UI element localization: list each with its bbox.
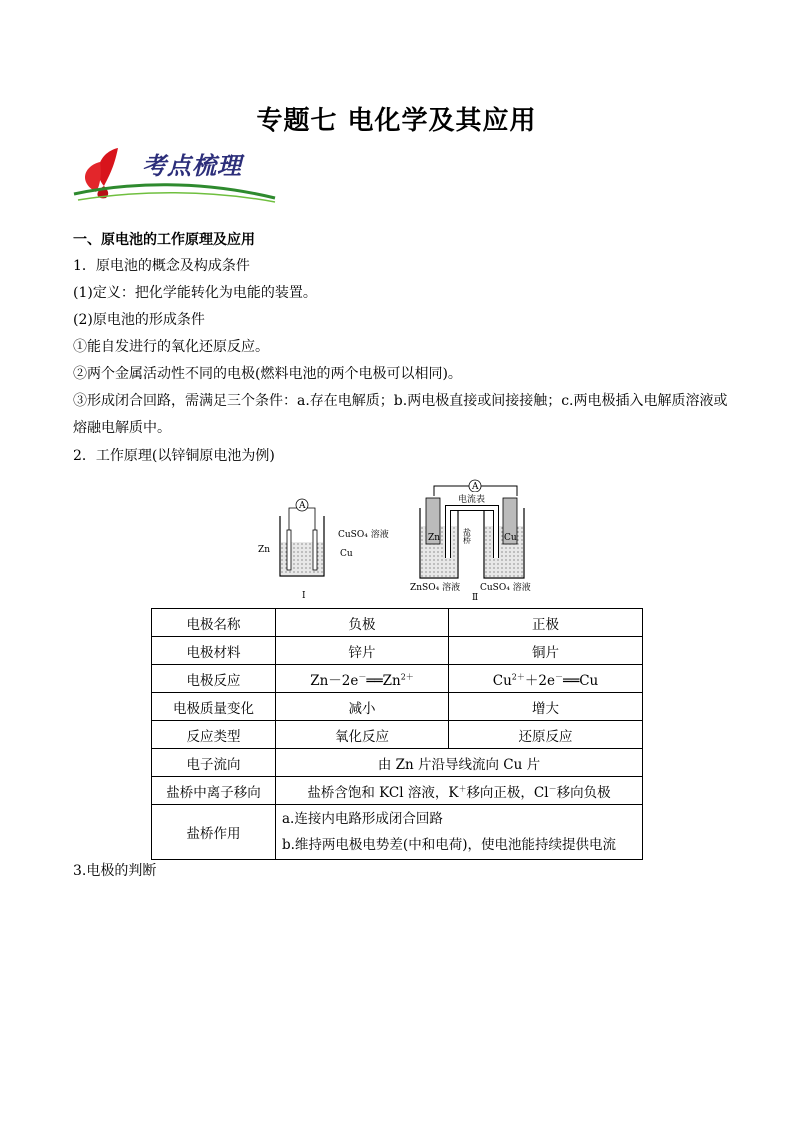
- table-cell: 锌片: [276, 637, 449, 665]
- table-cell: 盐桥作用: [152, 805, 276, 860]
- table-cell: 增大: [449, 693, 643, 721]
- table-cell-function: [276, 805, 643, 860]
- paragraph: 熔融电解质中。: [73, 420, 171, 436]
- table-cell-equation: [449, 665, 643, 693]
- table-row: [152, 665, 643, 693]
- table-row: [152, 805, 643, 860]
- ion-sup: －: [548, 784, 557, 793]
- table-cell: 电极名称: [152, 609, 276, 637]
- paragraph: (1)定义：把化学能转化为电能的装置。: [73, 285, 317, 301]
- table-cell-ions: [276, 777, 643, 805]
- table-cell: 还原反应: [449, 721, 643, 749]
- eq-sup: －: [358, 672, 367, 681]
- table-cell: 电子流向: [152, 749, 276, 777]
- banner-title: 考点梳理: [142, 152, 242, 180]
- ion-sup: ＋: [458, 784, 467, 793]
- ion-text: 盐桥含饱和 KCl 溶液，K: [307, 784, 459, 801]
- eq-sup: －: [554, 672, 563, 681]
- znso4-label: ZnSO₄ 溶液: [410, 583, 461, 593]
- table-row: [152, 749, 643, 777]
- table-row: [152, 777, 643, 805]
- table-cell: 电极质量变化: [152, 693, 276, 721]
- paragraph: ①能自发进行的氧化还原反应。: [73, 339, 269, 355]
- eq-part: ══Zn: [366, 672, 401, 689]
- eq-part: ＋2e: [524, 672, 555, 689]
- table-cell: 反应类型: [152, 721, 276, 749]
- ammeter-label-two: A: [472, 482, 479, 492]
- table-cell: 电极材料: [152, 637, 276, 665]
- table-row: [152, 693, 643, 721]
- paragraph: ③形成闭合回路，需满足三个条件：a.存在电解质；b.两电极直接或间接接触；c.两电极插入电解质溶液或: [73, 393, 728, 409]
- paragraph: 2．工作原理(以锌铜原电池为例): [73, 448, 275, 464]
- cell-one-label: Ⅰ: [302, 591, 306, 601]
- eq-part: Zn－2e: [310, 672, 359, 689]
- cell-two: [410, 480, 531, 603]
- galvanic-cell-diagram: [252, 478, 552, 603]
- table-cell: 负极: [276, 609, 449, 637]
- cell-two-label: Ⅱ: [472, 593, 479, 603]
- eq-part: ══Cu: [562, 672, 599, 689]
- cu-label: Cu: [340, 549, 353, 559]
- cell-one: [258, 499, 389, 601]
- cu-electrode-label: Cu: [504, 533, 517, 543]
- paragraph: ②两个金属活动性不同的电极(燃料电池的两个电极可以相同)。: [73, 366, 462, 382]
- table-row: [152, 609, 643, 637]
- ammeter-label: A: [299, 501, 306, 511]
- table-cell: 由 Zn 片沿导线流向 Cu 片: [276, 749, 643, 777]
- table-cell-equation: [276, 665, 449, 693]
- function-line: b.维持两电极电势差(中和电荷)，使电池能持续提供电流: [282, 837, 616, 853]
- table-cell: 氧化反应: [276, 721, 449, 749]
- paragraph: 1．原电池的概念及构成条件: [73, 258, 250, 274]
- electrode-table: [151, 608, 643, 860]
- table-cell: 电极反应: [152, 665, 276, 693]
- ion-text: 移向负极: [556, 784, 611, 801]
- eq-sup: 2＋: [511, 672, 525, 681]
- zn-label: Zn: [258, 545, 271, 555]
- ion-text: 移向正极，Cl: [466, 784, 549, 801]
- table-cell: 正极: [449, 609, 643, 637]
- cuso4-label-two: CuSO₄ 溶液: [480, 583, 531, 593]
- eq-part: Cu: [492, 672, 512, 689]
- section-heading: 一、原电池的工作原理及应用: [73, 232, 255, 248]
- ammeter-meter-label: 电流表: [458, 495, 486, 505]
- paragraph: 3.电极的判断: [73, 863, 157, 879]
- cuso4-label: CuSO₄ 溶液: [338, 530, 389, 540]
- zn-electrode-label: Zn: [428, 533, 441, 543]
- table-cell: 盐桥中离子移向: [152, 777, 276, 805]
- table-row: [152, 721, 643, 749]
- eq-sup: 2＋: [400, 672, 414, 681]
- page-title: 专题七 电化学及其应用: [256, 106, 537, 136]
- paragraph: (2)原电池的形成条件: [73, 312, 205, 328]
- salt-bridge-label: 盐桥: [462, 528, 472, 544]
- table-cell: 减小: [276, 693, 449, 721]
- table-row: [152, 637, 643, 665]
- table-cell: 铜片: [449, 637, 643, 665]
- function-line: a.连接内电路形成闭合回路: [282, 811, 443, 827]
